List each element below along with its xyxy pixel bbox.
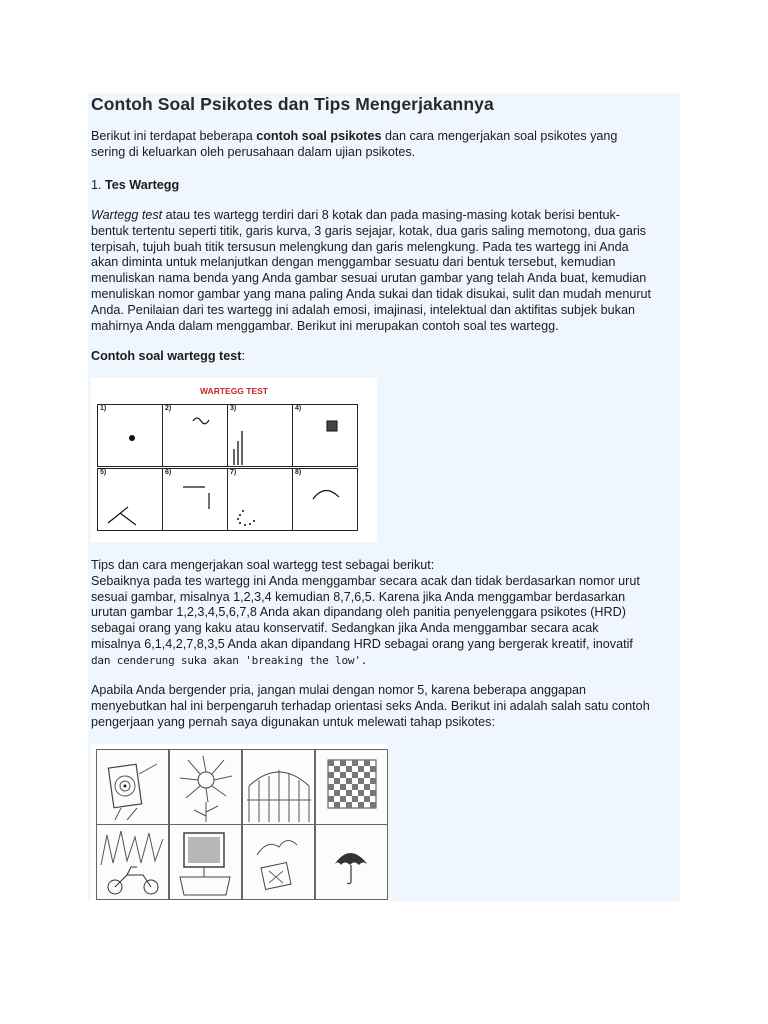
cell-number: 7) bbox=[230, 469, 237, 476]
section-heading-1 bbox=[91, 178, 683, 194]
drawing-cell-4 bbox=[315, 749, 388, 825]
wartegg-cell-3 bbox=[227, 404, 293, 467]
wartegg-description bbox=[91, 208, 683, 334]
dot-icon bbox=[98, 405, 162, 466]
drawing-cell-2 bbox=[169, 749, 242, 825]
drawing-cell-3 bbox=[242, 749, 315, 825]
tips-line-3: urutan gambar 1,2,3,4,5,6,7,8 Anda akan dipandang oleh panitia penyelenggara psikotes (HRD) bbox=[91, 605, 626, 620]
cell-number: 8) bbox=[295, 469, 302, 476]
intro-text-post: dan cara mengerjakan soal psikotes yang bbox=[381, 129, 618, 143]
wartegg-cell-6 bbox=[162, 468, 228, 531]
curve-icon bbox=[163, 405, 227, 466]
desc-line-6: Anda. Penilaian dari tes wartegg ini adalah emosi, imajinasi, intelektual dan aktifitas subjek bukan bbox=[91, 302, 635, 317]
dotted-arc-icon bbox=[228, 469, 292, 530]
wartegg-figure-title: WARTEGG TEST bbox=[200, 386, 268, 396]
drawing-cell-5 bbox=[96, 824, 169, 900]
page-title: Contoh Soal Psikotes dan Tips Mengerjakannya bbox=[91, 94, 494, 114]
sample-drawings-figure bbox=[91, 744, 388, 902]
desc-line-4: menuliskan nama benda yang Anda gambar sesuai urutan gambar yang telah Anda buat, kemudian bbox=[91, 271, 647, 286]
wartegg-test-figure bbox=[91, 378, 377, 542]
intro-line-2: sering di keluarkan oleh perusahaan dalam ujian psikotes. bbox=[91, 144, 416, 159]
tips-line-0: Tips dan cara mengerjakan soal wartegg test sebagai berikut: bbox=[91, 558, 435, 572]
tips-line-1: Sebaiknya pada tes wartegg ini Anda menggambar secara acak dan tidak berdasarkan nomor urut bbox=[91, 573, 640, 588]
desc-line-1: bentuk tertentu seperti titik, garis kurva, 3 garis sejajar, kotak, dua garis saling memotong, dua garis bbox=[91, 223, 647, 238]
cell-number: 3) bbox=[230, 405, 237, 412]
cell-number: 6) bbox=[165, 469, 172, 476]
arc-icon bbox=[293, 469, 357, 530]
motorbike-drawing-icon bbox=[97, 825, 168, 899]
intro-bold: contoh soal psikotes bbox=[256, 129, 382, 143]
intro-paragraph bbox=[91, 129, 683, 161]
tips-line-2: sesuai gambar, misalnya 1,2,3,4 kemudian 8,7,6,5. Karena jika Anda menggambar berdasarkan bbox=[91, 589, 626, 604]
desc-line-2: terpisah, tujuh buah titik tersusun melengkung dan garis melengkung. Pada tes wartegg ini Anda bbox=[91, 239, 629, 254]
gender-line-2: pengerjaan yang pernah saya digunakan untuk melewati tahap psikotes: bbox=[91, 714, 495, 729]
flower-drawing-icon bbox=[170, 750, 241, 824]
gender-line-0: Apabila Anda bergender pria, jangan mulai dengan nomor 5, karena beberapa anggapan bbox=[91, 683, 587, 697]
crossing-lines-icon bbox=[98, 469, 162, 530]
desc-line-7: mahirnya Anda dalam menggambar. Berikut ini merupakan contoh soal tes wartegg. bbox=[91, 318, 559, 333]
drawing-cell-6 bbox=[169, 824, 242, 900]
wartegg-cell-1 bbox=[97, 404, 163, 467]
square-icon bbox=[293, 405, 357, 466]
drawing-cell-7 bbox=[242, 824, 315, 900]
tips-line-5: misalnya 6,1,4,2,7,8,3,5 Anda akan dipandang HRD sebagai orang yang bergerak kreatif, inovatif bbox=[91, 636, 633, 651]
gate-drawing-icon bbox=[243, 750, 314, 824]
gender-line-1: menyebutkan hal ini berpengaruh terhadap orientasi seks Anda. Berikut ini adalah salah satu contoh bbox=[91, 698, 650, 713]
desc-line-5: menuliskan nomor gambar yang mana paling Anda sukai dan tidak disukai, sulit dan mudah menurut bbox=[91, 286, 652, 301]
cell-number: 2) bbox=[165, 405, 172, 412]
wartegg-cell-2 bbox=[162, 404, 228, 467]
wartegg-cell-8 bbox=[292, 468, 358, 531]
sketch-drawing-icon bbox=[243, 825, 314, 899]
example-heading-colon: : bbox=[241, 349, 245, 363]
drawing-cell-1 bbox=[96, 749, 169, 825]
cell-number: 5) bbox=[100, 469, 107, 476]
desc-line-3: akan diminta untuk melanjutkan dengan menggambar sesuatu dari bentuk tersebut, kemudian bbox=[91, 255, 616, 270]
wartegg-cell-7 bbox=[227, 468, 293, 531]
drawing-cell-8 bbox=[315, 824, 388, 900]
gender-note-paragraph bbox=[91, 683, 683, 730]
wartegg-grid bbox=[97, 404, 365, 534]
tips-paragraph bbox=[91, 558, 683, 669]
tips-line-4: sebagai orang yang kaku atau konservatif. Sedangkan jika Anda menggambar secara acak bbox=[91, 621, 599, 636]
separate-lines-icon bbox=[163, 469, 227, 530]
target-drawing-icon bbox=[97, 750, 168, 824]
tips-last-line: dan cenderung suka akan 'breaking the low'. bbox=[91, 653, 368, 667]
desc-line-0: atau tes wartegg terdiri dari 8 kotak dan pada masing-masing kotak berisi bentuk- bbox=[162, 208, 620, 222]
wartegg-cell-5 bbox=[97, 468, 163, 531]
wartegg-cell-4 bbox=[292, 404, 358, 467]
checkerboard-drawing-icon bbox=[316, 750, 387, 824]
window-drawing-icon bbox=[170, 825, 241, 899]
wartegg-italic: Wartegg test bbox=[91, 208, 163, 222]
cell-number: 4) bbox=[295, 405, 302, 412]
cell-number: 1) bbox=[100, 405, 107, 412]
example-heading bbox=[91, 349, 683, 365]
umbrella-drawing-icon bbox=[316, 825, 387, 899]
section-number: 1. bbox=[91, 178, 106, 192]
section-heading-text: Tes Wartegg bbox=[105, 178, 180, 192]
parallel-lines-icon bbox=[228, 405, 292, 466]
example-heading-bold: Contoh soal wartegg test bbox=[91, 349, 242, 363]
intro-text-pre: Berikut ini terdapat beberapa bbox=[91, 129, 257, 143]
